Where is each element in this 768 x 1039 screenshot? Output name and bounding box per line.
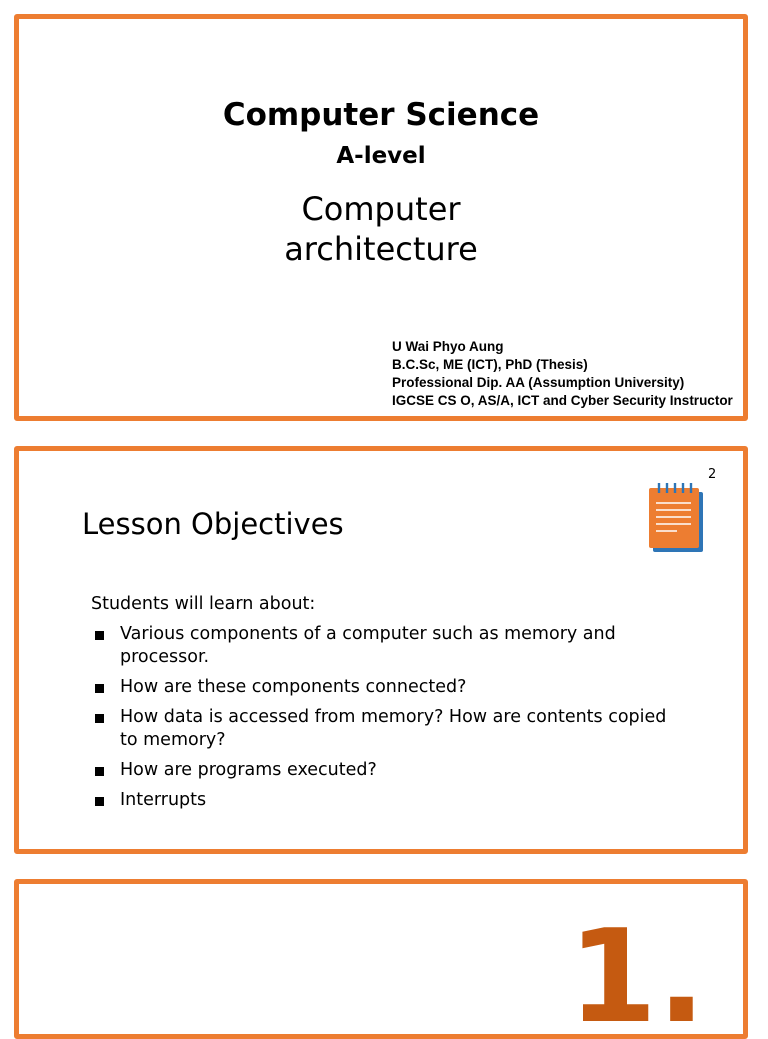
slide-number: 2 [708,467,717,482]
objectives-list [91,623,681,819]
author-credits [392,338,733,410]
lesson-topic-line: Computer [301,190,461,228]
bullet-icon [95,714,104,723]
bullet-icon [95,684,104,693]
author-degree: B.C.Sc, ME (ICT), PhD (Thesis) [392,357,588,372]
bullet-icon [95,631,104,640]
list-item-text: How are programs executed? [120,760,377,780]
bullet-icon [95,767,104,776]
list-item [91,759,681,782]
list-item-text: How data is accessed from memory? How are contents copied to memory? [120,707,667,750]
notepad-icon [647,481,705,555]
list-item [91,789,681,812]
author-name: U Wai Phyo Aung [392,339,504,354]
course-title: Computer Science [222,97,540,133]
list-item [91,676,681,699]
course-level: A-level [336,143,426,169]
list-item-text: How are these components connected? [120,677,467,697]
objectives-slide [14,446,748,854]
list-item-text: Various components of a computer such as memory and processor. [120,624,616,667]
lesson-topic-line: architecture [284,230,478,268]
objectives-intro: Students will learn about: [91,594,316,614]
author-role: IGCSE CS O, AS/A, ICT and Cyber Security Instructor [392,393,733,408]
list-item [91,706,681,752]
list-item-text: Interrupts [120,790,207,810]
bullet-icon [95,797,104,806]
section-slide [14,879,748,1039]
list-item [91,623,681,669]
section-number: 1. [568,903,706,1039]
title-slide [14,14,748,421]
lesson-topic [19,189,743,269]
author-diploma: Professional Dip. AA (Assumption University) [392,375,685,390]
slide-title: Lesson Objectives [82,507,344,541]
